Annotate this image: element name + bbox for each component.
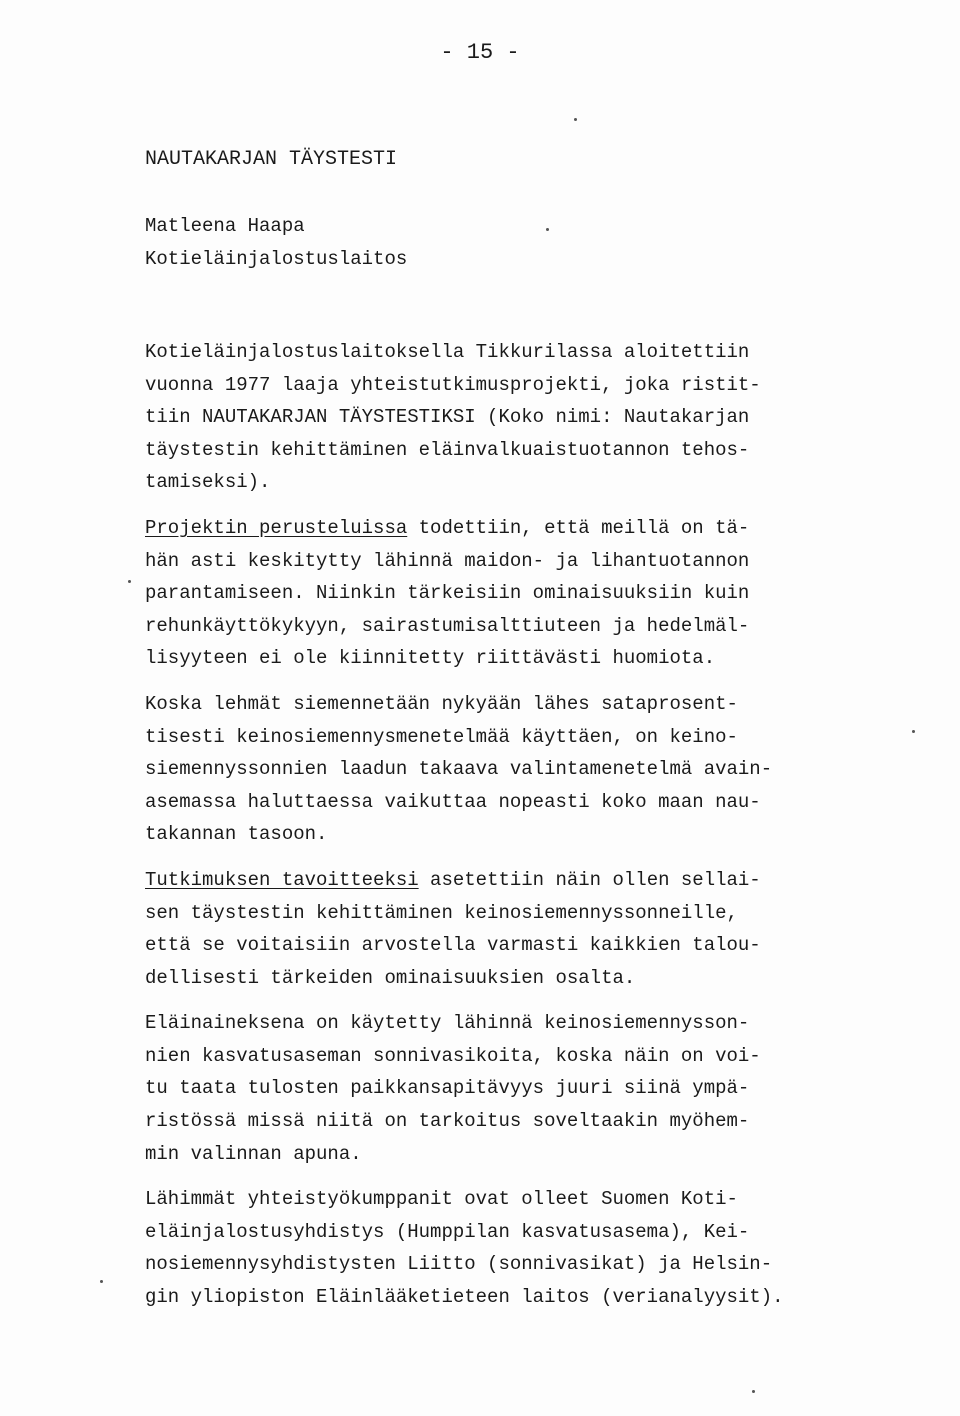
underlined-phrase: Tutkimuksen tavoitteeksi (145, 868, 419, 891)
text-line (145, 897, 865, 930)
line-text: hän asti keskitytty lähinnä maidon- ja lihantuotannon (145, 549, 750, 572)
line-text: tisesti keinosiemennysmenetelmää käyttäen, on keino- (145, 725, 738, 748)
paragraph (145, 864, 865, 994)
line-text: min valinnan apuna. (145, 1142, 362, 1165)
scan-speck (546, 228, 549, 231)
paragraph (145, 1183, 865, 1313)
line-text: parantamiseen. Niinkin tärkeisiin ominaisuuksiin kuin (145, 582, 750, 605)
text-line (145, 1040, 865, 1073)
text-line (145, 1072, 865, 1105)
paragraph (145, 336, 865, 499)
line-text: siemennyssonnien laadun takaava valintamenetelmä avain- (145, 758, 773, 781)
text-line (145, 1248, 865, 1281)
text-line (145, 512, 865, 545)
line-text: Koska lehmät siemennetään nykyään lähes sataprosent- (145, 692, 738, 715)
line-text: että se voitaisiin arvostella varmasti kaikkien talou- (145, 934, 761, 957)
page-title: NAUTAKARJAN TÄYSTESTI (145, 148, 398, 171)
line-text: nien kasvatusaseman sonnivasikoita, koska näin on voi- (145, 1044, 761, 1067)
text-line (145, 1007, 865, 1040)
line-text: eläinjalostusyhdistys (Humppilan kasvatusasema), Kei- (145, 1220, 750, 1243)
line-text: tamiseksi). (145, 471, 271, 494)
text-line (145, 577, 865, 610)
line-text: tu taata tulosten paikkansapitävyys juuri siinä ympä- (145, 1077, 750, 1100)
line-text: asemassa haluttaessa vaikuttaa nopeasti koko maan nau- (145, 790, 761, 813)
body-text (145, 336, 865, 1314)
line-text: todettiin, että meillä on tä- (407, 516, 750, 539)
line-text: Eläinaineksena on käytetty lähinnä keinosiemennysson- (145, 1012, 750, 1035)
text-line (145, 401, 865, 434)
line-text: gin yliopiston Eläinlääketieteen laitos (verianalyysit). (145, 1286, 784, 1309)
paragraph (145, 1007, 865, 1170)
line-text: Kotieläinjalostuslaitoksella Tikkurilassa aloitettiin (145, 341, 750, 363)
text-line (145, 1138, 865, 1171)
text-line (145, 929, 865, 962)
paragraph (145, 688, 865, 851)
text-line (145, 864, 865, 897)
line-text: Lähimmät yhteistyökumppanit ovat olleet Suomen Koti- (145, 1188, 738, 1211)
scan-speck (100, 1280, 103, 1283)
line-text: nosiemennysyhdistysten Liitto (sonnivasikat) ja Helsin- (145, 1253, 773, 1276)
line-text: asetettiin näin ollen sellai- (418, 868, 761, 891)
line-text: lisyyteen ei ole kiinnitetty riittävästi huomiota. (145, 647, 716, 670)
text-line (145, 434, 865, 467)
text-line (145, 753, 865, 786)
line-text: vuonna 1977 laaja yhteistutkimusprojekti, joka ristit- (145, 373, 761, 396)
paragraph (145, 512, 865, 675)
text-line (145, 721, 865, 754)
author-block (145, 210, 407, 276)
scan-speck (128, 580, 131, 583)
author-name: Matleena Haapa (145, 215, 305, 237)
line-text: takannan tasoon. (145, 823, 328, 846)
text-line (145, 545, 865, 578)
text-line (145, 818, 865, 851)
line-text: dellisesti tärkeiden ominaisuuksien osalta. (145, 966, 636, 989)
underlined-phrase: Projektin perusteluissa (145, 516, 408, 539)
text-line (145, 466, 865, 499)
line-text: sen täystestin kehittäminen keinosiemennyssonneille, (145, 901, 738, 924)
text-line (145, 336, 865, 369)
text-line (145, 1281, 865, 1314)
author-affiliation: Kotieläinjalostuslaitos (145, 248, 408, 270)
text-line (145, 786, 865, 819)
text-line (145, 1216, 865, 1249)
scan-speck (912, 730, 915, 733)
text-line (145, 610, 865, 643)
line-text: täystestin kehittäminen eläinvalkuaistuotannon tehos- (145, 438, 750, 461)
line-text: tiin NAUTAKARJAN TÄYSTESTIKSI (Koko nimi: Nautakarjan (145, 406, 750, 429)
text-line (145, 642, 865, 675)
page-number: - 15 - (440, 40, 520, 65)
text-line (145, 1183, 865, 1216)
scan-speck (752, 1390, 755, 1393)
text-line (145, 962, 865, 995)
line-text: ristössä missä niitä on tarkoitus soveltaakin myöhem- (145, 1110, 750, 1133)
text-line (145, 688, 865, 721)
line-text: rehunkäyttökykyyn, sairastumisalttiuteen ja hedelmäl- (145, 614, 750, 637)
text-line (145, 1105, 865, 1138)
scan-speck (574, 118, 577, 121)
text-line (145, 369, 865, 402)
